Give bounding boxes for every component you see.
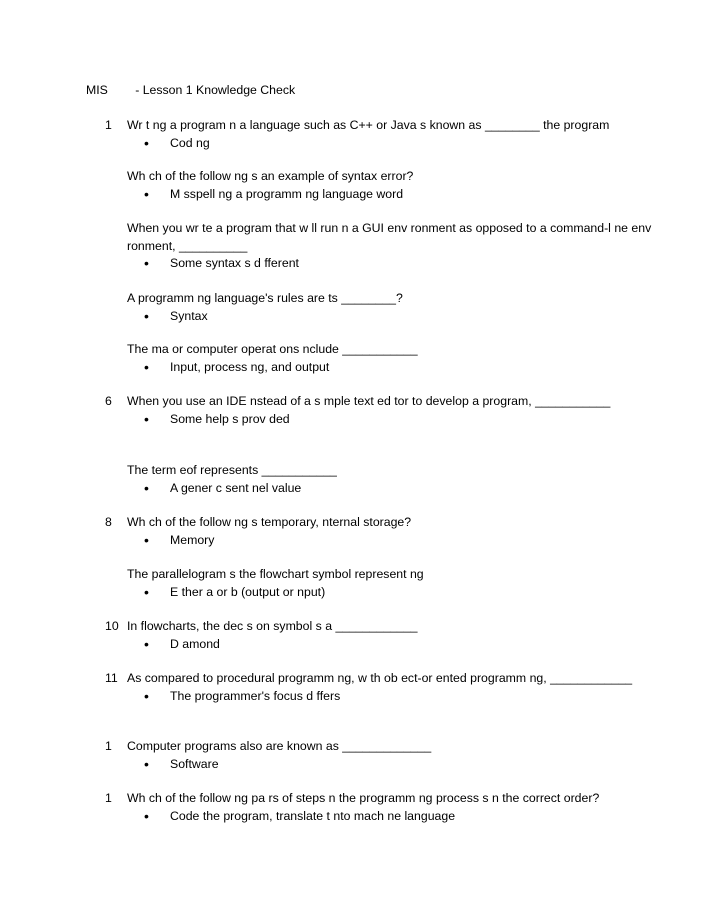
question-9 <box>86 566 674 601</box>
question-text: When you wr te a program that w ll run n a GUI env ronment as opposed to a command-l ne env ronment, __________ <box>127 221 652 253</box>
question-text: In flowcharts, the dec s on symbol s a ____________ <box>127 619 418 633</box>
answer-item <box>127 756 674 774</box>
answer-text: Software <box>170 756 219 771</box>
answer-item <box>127 359 674 377</box>
answer-item <box>127 688 674 706</box>
question-12 <box>86 738 674 773</box>
answer-text: Some help s prov ded <box>170 411 290 426</box>
answer-item <box>127 480 674 498</box>
question-text: When you use an IDE nstead of a s mple text ed tor to develop a program, ___________ <box>127 394 611 408</box>
question-11 <box>86 670 674 705</box>
question-text: The ma or computer operat ons nclude ___________ <box>127 342 418 356</box>
bullet-icon: • <box>144 479 149 496</box>
bullet-icon: • <box>144 410 149 427</box>
question-number: 1 <box>105 791 112 805</box>
bullet-icon: • <box>144 358 149 375</box>
question-text: The parallelogram s the flowchart symbol represent ng <box>127 567 424 581</box>
question-number: 11 <box>105 671 118 685</box>
question-13 <box>86 790 674 825</box>
question-number: 1 <box>105 118 112 132</box>
question-text: Wh ch of the follow ng s an example of syntax error? <box>127 169 414 183</box>
question-text: A programm ng language's rules are ts ________? <box>127 291 403 305</box>
bullet-icon: • <box>144 255 149 271</box>
answer-text: Syntax <box>170 308 208 323</box>
answer-item <box>127 532 674 550</box>
answer-text: Some syntax s d fferent <box>170 256 299 270</box>
answer-item <box>127 135 674 153</box>
question-number: 1 <box>105 739 112 753</box>
question-10 <box>86 618 674 653</box>
bullet-icon: • <box>144 307 149 324</box>
bullet-icon: • <box>144 134 149 151</box>
answer-text: Code the program, translate t nto mach ne language <box>170 808 456 823</box>
question-number: 8 <box>105 515 112 529</box>
bullet-icon: • <box>144 635 149 652</box>
question-number: 10 <box>105 619 119 633</box>
bullet-icon: • <box>144 807 149 824</box>
answer-item <box>127 411 674 429</box>
answer-item <box>127 584 674 602</box>
answer-item <box>127 808 674 826</box>
question-3 <box>86 220 674 273</box>
answer-text: A gener c sent nel value <box>170 480 302 495</box>
question-text: The term eof represents ___________ <box>127 463 337 477</box>
question-text: Computer programs also are known as _____________ <box>127 739 432 753</box>
question-text: Wh ch of the follow ng pa rs of steps n the programm ng process s n the correct order? <box>127 791 600 805</box>
answer-text: Cod ng <box>170 135 210 150</box>
question-8 <box>86 514 674 549</box>
answer-text: Input, process ng, and output <box>170 359 330 374</box>
answer-item <box>127 636 674 654</box>
question-2 <box>86 168 674 203</box>
question-7 <box>86 462 674 497</box>
question-text: Wh ch of the follow ng s temporary, nternal storage? <box>127 515 412 529</box>
answer-item <box>127 308 674 326</box>
answer-item <box>127 255 674 273</box>
bullet-icon: • <box>144 755 149 772</box>
answer-text: M sspell ng a programm ng language word <box>170 186 404 201</box>
question-text: Wr t ng a program n a language such as C++ or Java s known as ________ the program <box>127 118 610 132</box>
question-number: 6 <box>105 394 112 408</box>
bullet-icon: • <box>144 687 149 704</box>
question-6 <box>86 393 674 428</box>
answer-text: E ther a or b (output or nput) <box>170 584 326 599</box>
bullet-icon: • <box>144 185 149 202</box>
question-1 <box>86 117 674 152</box>
answer-text: Memory <box>170 532 215 547</box>
question-4 <box>86 290 674 325</box>
answer-text: D amond <box>170 636 220 651</box>
document-title: MIS - Lesson 1 Knowledge Check <box>86 83 296 97</box>
bullet-icon: • <box>144 583 149 600</box>
bullet-icon: • <box>144 531 149 548</box>
question-text: As compared to procedural programm ng, w th ob ect-or ented programm ng, ____________ <box>127 671 633 685</box>
answer-item <box>127 186 674 204</box>
question-5 <box>86 341 674 376</box>
answer-text: The programmer's focus d ffers <box>170 688 341 703</box>
